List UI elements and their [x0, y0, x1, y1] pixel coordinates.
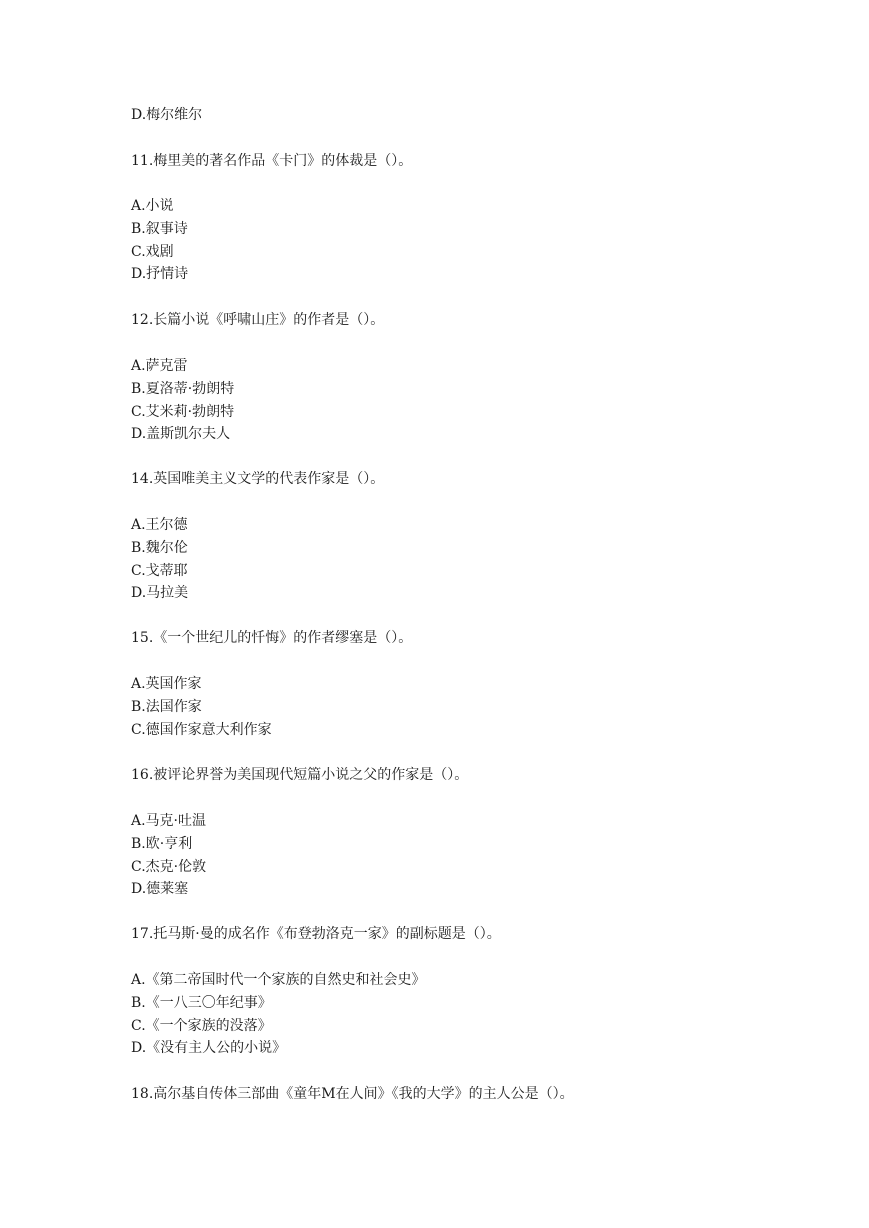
option: C.艾米莉·勃朗特 — [131, 403, 235, 420]
option: C.《一个家族的没落》 — [131, 1017, 272, 1034]
question-16 — [131, 764, 468, 787]
option: D.马拉美 — [131, 585, 189, 602]
option: B.法国作家 — [131, 698, 202, 715]
option: C.戏剧 — [131, 243, 174, 260]
question-stem: 18.高尔基自传体三部曲《童年M在人间》《我的大学》的主人公是（）。 — [131, 1086, 574, 1102]
question-16-options — [131, 810, 206, 901]
question-14-options — [131, 514, 188, 605]
question-17 — [131, 923, 501, 946]
question-15-options — [131, 673, 272, 741]
option: D.梅尔维尔 — [131, 107, 203, 123]
option: D.盖斯凯尔夫人 — [131, 426, 231, 443]
top-option-block — [131, 104, 202, 127]
question-stem: 11.梅里美的著名作品《卡门》的体裁是（）。 — [131, 153, 413, 169]
option: B.叙事诗 — [131, 220, 188, 237]
option: C.戈蒂耶 — [131, 562, 188, 579]
question-11 — [131, 150, 412, 173]
question-stem: 17.托马斯·曼的成名作《布登勃洛克一家》的副标题是（）。 — [131, 926, 501, 942]
option: A.马克·吐温 — [131, 813, 207, 829]
option: D.德莱塞 — [131, 881, 189, 898]
option: A.萨克雷 — [131, 358, 188, 374]
question-12-options — [131, 355, 234, 446]
question-stem: 16.被评论界誉为美国现代短篇小说之父的作家是（）。 — [131, 767, 469, 783]
question-15 — [131, 627, 412, 650]
option: A.《第二帝国时代一个家族的自然史和社会史》 — [131, 972, 426, 988]
option: C.德国作家意大利作家 — [131, 721, 272, 738]
option: D.抒情诗 — [131, 266, 189, 283]
option: C.杰克·伦敦 — [131, 858, 207, 875]
question-stem: 15.《一个世纪儿的忏悔》的作者缪塞是（）。 — [131, 630, 413, 646]
option: D.《没有主人公的小说》 — [131, 1040, 287, 1057]
option: A.英国作家 — [131, 676, 202, 692]
question-stem: 12.长篇小说《呼啸山庄》的作者是（）。 — [131, 312, 385, 328]
option: B.魏尔伦 — [131, 539, 188, 556]
question-18 — [131, 1083, 574, 1106]
option: A.王尔德 — [131, 517, 188, 533]
question-17-options — [131, 969, 426, 1060]
option: A.小说 — [131, 198, 174, 214]
option: B.夏洛蒂·勃朗特 — [131, 380, 235, 397]
question-11-options — [131, 195, 188, 286]
option: B.欧·亨利 — [131, 835, 193, 852]
question-14 — [131, 468, 384, 491]
option: B.《一八三〇年纪事》 — [131, 994, 272, 1011]
question-stem: 14.英国唯美主义文学的代表作家是（）。 — [131, 471, 385, 487]
question-12 — [131, 309, 384, 332]
